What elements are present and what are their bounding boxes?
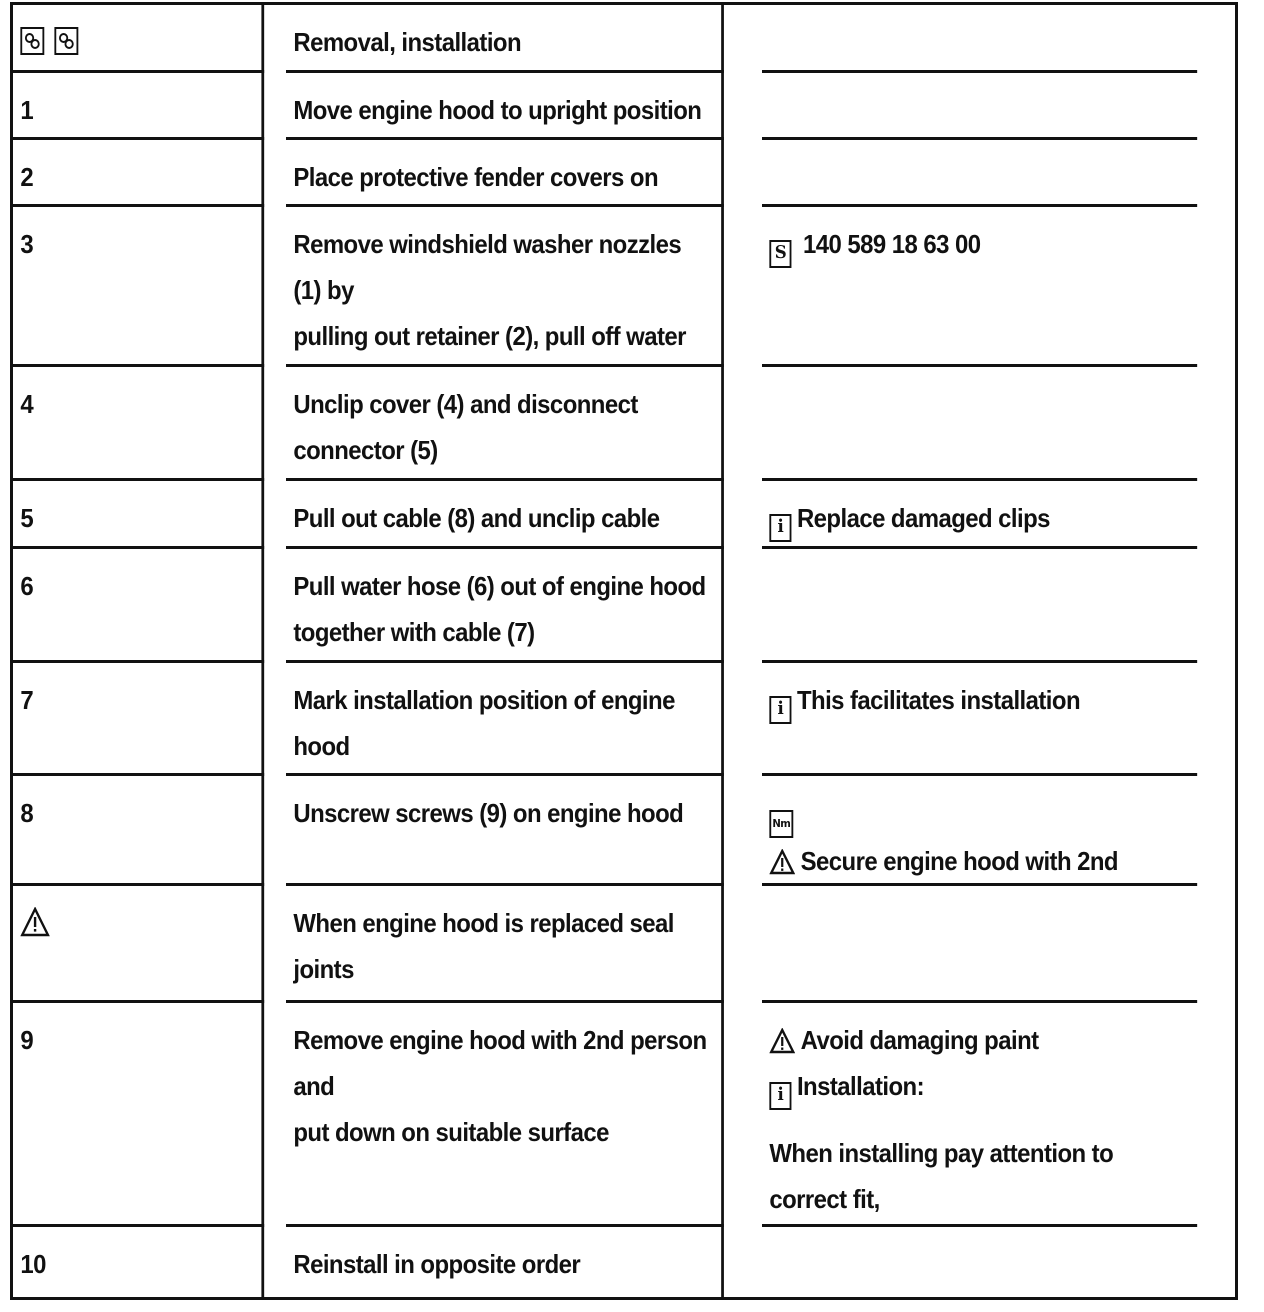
step-number: 7 <box>20 685 34 715</box>
info-icon: i <box>769 696 791 724</box>
step-notes-cell <box>762 140 1197 207</box>
step-notes-cell <box>762 1227 1197 1297</box>
note-text: Installation: <box>796 1071 925 1101</box>
step-notes-cell <box>762 886 1197 1003</box>
step-text: Move engine hood to upright position <box>293 95 702 125</box>
header-notes-cell <box>762 5 1197 73</box>
procedure-table <box>10 2 1238 1300</box>
step-text: pulling out retainer (2), pull off water <box>293 321 686 351</box>
step-text: Unscrew screws (9) on engine hood <box>293 798 684 828</box>
step-text: Reinstall in opposite order <box>293 1249 581 1279</box>
note-text: When installing pay attention to correct fit, <box>769 1138 1114 1214</box>
table-title: Removal, installation <box>293 27 522 57</box>
step-notes-cell <box>762 367 1197 481</box>
step-notes-cell <box>762 481 1197 549</box>
step-number: 4 <box>20 389 34 419</box>
step-text <box>293 992 713 1003</box>
step-text: Place protective fender covers on <box>293 162 659 192</box>
tool-number: 140 589 18 63 00 <box>803 229 981 259</box>
step-number: 10 <box>20 1249 46 1279</box>
warning-icon <box>769 849 795 875</box>
step-text-cell <box>286 1227 724 1297</box>
step-number: 6 <box>20 571 34 601</box>
note-text: Avoid damaging paint <box>800 1025 1039 1055</box>
step-text-cell <box>286 663 724 776</box>
info-icon: i <box>769 1082 791 1110</box>
mechanic-icon <box>20 27 44 55</box>
step-text <box>293 769 713 776</box>
step-text-cell <box>286 886 724 1003</box>
step-number: 8 <box>20 798 34 828</box>
step-text-cell <box>286 549 724 663</box>
note-text: Secure engine hood with 2nd <box>800 846 1118 876</box>
info-icon: i <box>769 514 791 542</box>
step-notes-cell <box>762 549 1197 663</box>
step-number: 5 <box>20 503 34 533</box>
mechanic-icon <box>54 27 78 55</box>
step-number: 9 <box>20 1025 34 1055</box>
step-text: connector (5) <box>293 435 438 465</box>
step-number-cell <box>13 140 264 207</box>
step-text: Remove engine hood with 2nd person and <box>293 1025 707 1101</box>
special-tool-icon: S <box>769 240 791 268</box>
step-notes-cell <box>762 1003 1197 1227</box>
step-text: Mark installation position of engine hood <box>293 685 675 761</box>
step-number: 2 <box>20 162 34 192</box>
step-text: Remove windshield washer nozzles (1) by <box>293 229 682 305</box>
step-number-cell <box>13 1003 264 1227</box>
step-number-cell <box>13 663 264 776</box>
step-number-cell <box>13 776 264 886</box>
step-notes-cell <box>762 207 1197 367</box>
step-text: Pull water hose (6) out of engine hood <box>293 571 706 601</box>
step-notes-cell <box>762 776 1197 886</box>
step-number-cell <box>13 481 264 549</box>
step-text: together with cable (7) <box>293 617 535 647</box>
step-notes-cell <box>762 663 1197 776</box>
step-warning-cell <box>13 886 264 1003</box>
note-text: Replace damaged clips <box>796 503 1050 533</box>
warning-icon <box>20 907 49 937</box>
step-number: 3 <box>20 229 34 259</box>
step-text-cell <box>286 367 724 481</box>
step-number-cell <box>13 73 264 140</box>
step-number-cell <box>13 207 264 367</box>
step-text-cell <box>286 1003 724 1227</box>
step-text-cell <box>286 207 724 367</box>
step-text-cell <box>286 73 724 140</box>
step-number-cell <box>13 367 264 481</box>
warning-icon <box>769 1028 795 1054</box>
step-number-cell <box>13 549 264 663</box>
step-text-cell <box>286 140 724 207</box>
note-text: This facilitates installation <box>796 685 1081 715</box>
header-icons-cell <box>13 5 264 73</box>
step-number-cell <box>13 1227 264 1297</box>
step-text: Unclip cover (4) and disconnect <box>293 389 638 419</box>
header-title-cell <box>286 5 724 73</box>
step-text: put down on suitable surface <box>293 1117 609 1147</box>
step-text: When engine hood is replaced seal joints <box>293 908 674 984</box>
step-notes-cell <box>762 73 1197 140</box>
torque-icon: Nm <box>769 810 793 838</box>
step-text: Pull out cable (8) and unclip cable <box>293 503 660 533</box>
step-text-cell <box>286 481 724 549</box>
step-number: 1 <box>20 95 34 125</box>
step-text-cell <box>286 776 724 886</box>
